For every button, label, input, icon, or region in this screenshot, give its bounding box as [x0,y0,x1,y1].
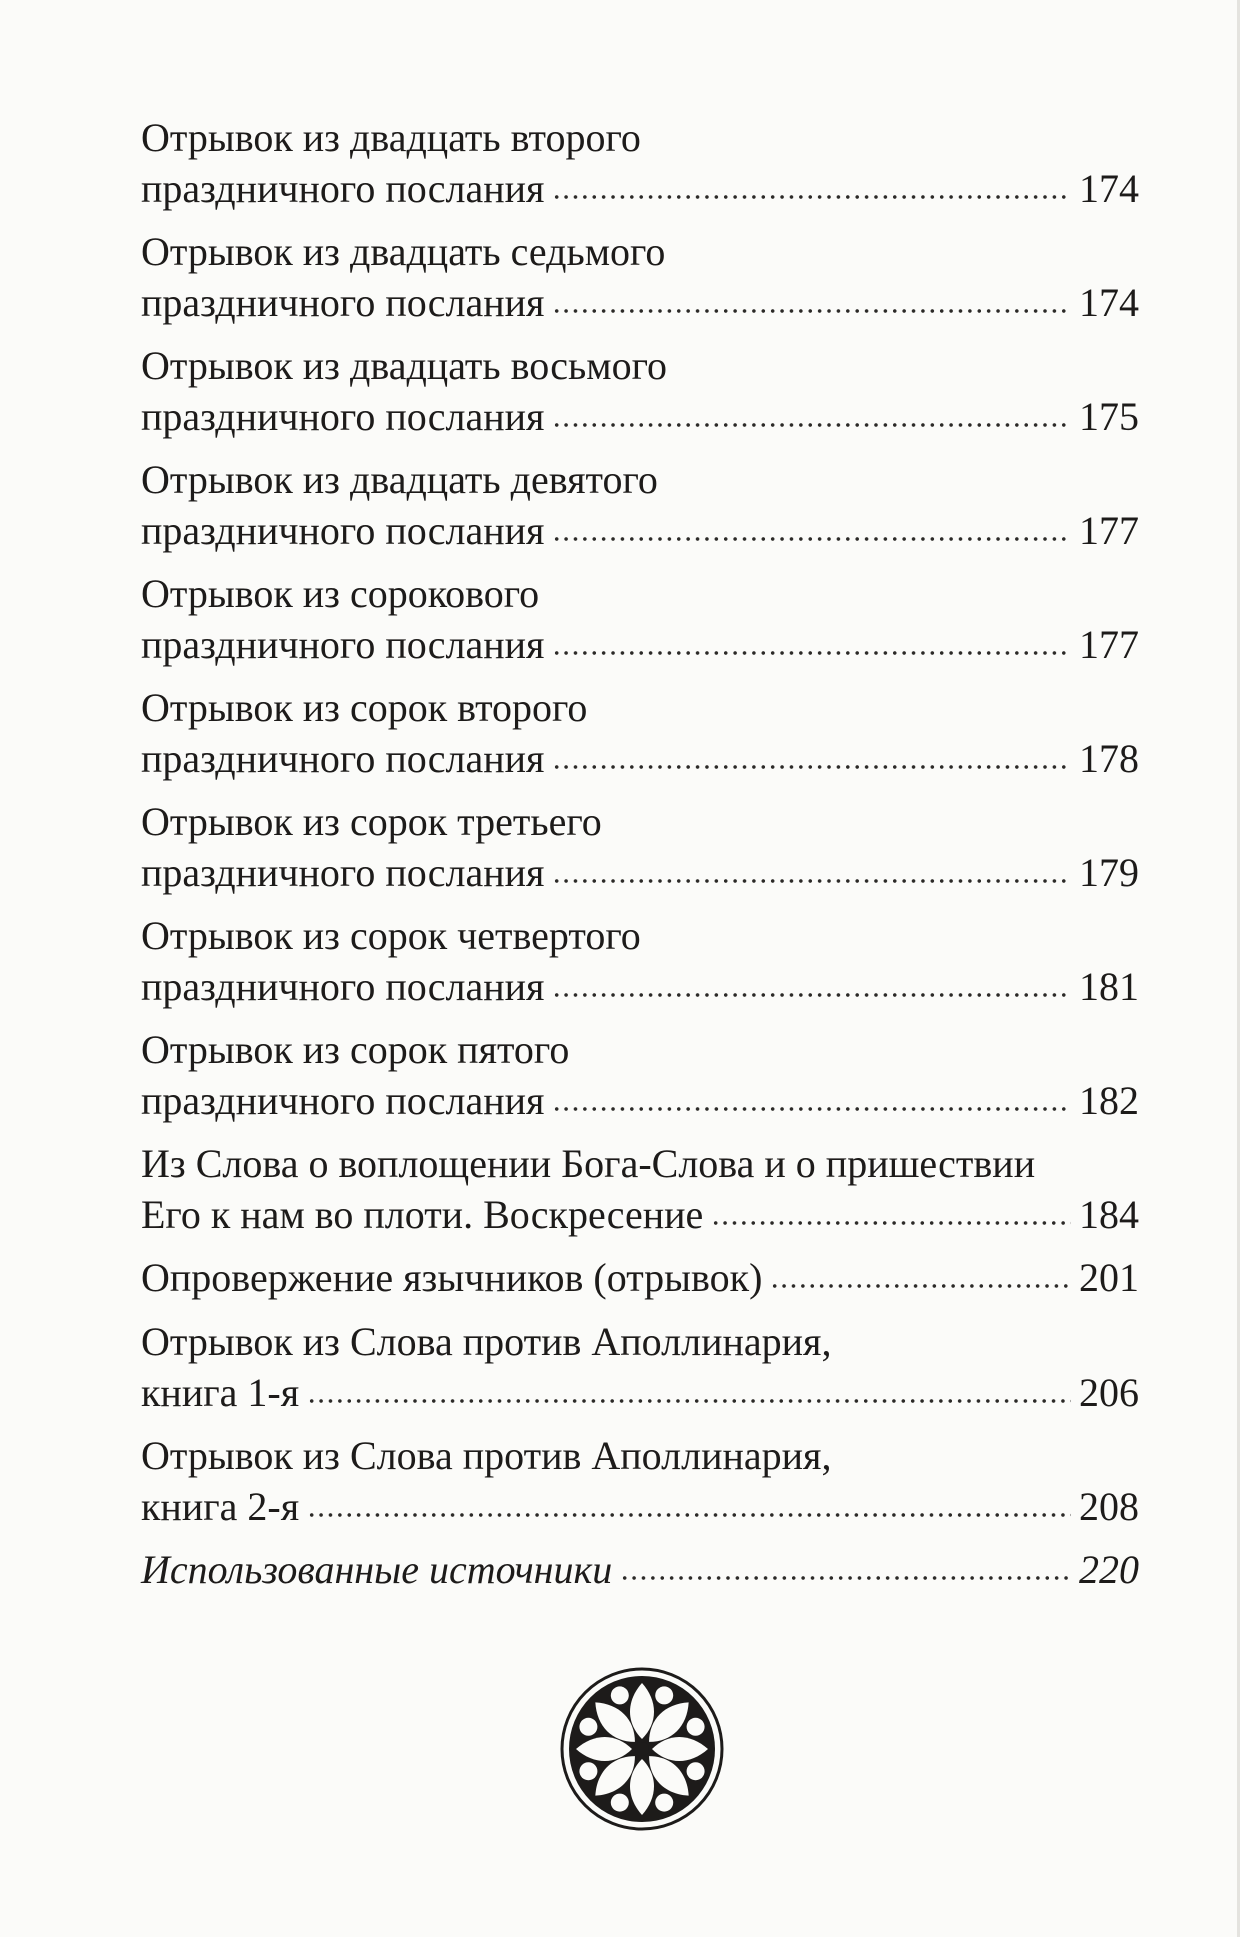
toc-entry [141,796,1139,898]
toc-entry-title-line: праздничного послания [141,1078,545,1123]
rosette-dot [611,1794,629,1812]
toc-entry-title-line: книга 1-я [141,1370,300,1415]
dot-leader [552,762,1071,772]
toc-entry-title-line: Отрывок из двадцать седьмого [141,229,666,274]
page-number: 220 [1079,1547,1139,1592]
page-number: 174 [1079,166,1139,211]
page-number: 182 [1079,1078,1139,1123]
toc-entry-title-line: Использованные источники [141,1547,613,1592]
toc-entry-title-line: праздничного послания [141,736,545,781]
toc-entry-last-line [141,1252,1139,1303]
toc-entry [141,910,1139,1012]
toc-entry [141,1316,1139,1418]
toc-entry-title-line: Отрывок из двадцать девятого [141,457,658,502]
dot-leader [770,1281,1071,1291]
toc-entry-last-line [141,847,1139,898]
dot-leader [307,1510,1071,1520]
toc-entry-title-line: Отрывок из сорок второго [141,685,588,730]
toc-entry-title-line: праздничного послания [141,508,545,553]
dot-leader [552,990,1071,1000]
toc-entry [141,1138,1139,1240]
rosette-dot [579,1718,597,1736]
toc-entry-last-line [141,391,1139,442]
toc-entry-title-line: праздничного послания [141,964,545,1009]
toc-entry-title-line: Из Слова о воплощении Бога-Слова и о пришествии [141,1141,1036,1186]
toc-entry [141,1024,1139,1126]
toc-entry-last-line [141,733,1139,784]
page-number: 174 [1079,280,1139,325]
toc-entry [141,340,1139,442]
page-number: 175 [1079,394,1139,439]
toc-entry-last-line [141,505,1139,556]
dot-leader [552,876,1071,886]
page-number: 208 [1079,1484,1139,1529]
dot-leader [552,648,1071,658]
toc-entry [141,112,1139,214]
dot-leader [711,1218,1071,1228]
toc-entry [141,1544,1139,1595]
page-number: 206 [1079,1370,1139,1415]
rosette-ornament-icon [558,1665,726,1833]
toc-entry [141,682,1139,784]
toc-entry-title-line: Отрывок из двадцать восьмого [141,343,667,388]
dot-leader [307,1396,1071,1406]
rosette-dot [687,1718,705,1736]
dot-leader [620,1573,1071,1583]
toc-entry [141,568,1139,670]
toc-entry-last-line [141,961,1139,1012]
toc-entry-last-line [141,1367,1139,1418]
toc-entry-title-line: праздничного послания [141,622,545,667]
toc-entry-title-line: Отрывок из сорок третьего [141,799,602,844]
toc-entry-title-line: Отрывок из сорок четвертого [141,913,641,958]
rosette-dot [611,1686,629,1704]
toc-entry-title-line: Отрывок из двадцать второго [141,115,641,160]
rosette-dot [687,1762,705,1780]
toc-entry [141,226,1139,328]
dot-leader [552,420,1071,430]
toc-entry-title-line: праздничного послания [141,280,545,325]
toc-entry-last-line [141,1544,1139,1595]
toc-entry-title-line: Отрывок из сорок пятого [141,1027,570,1072]
toc-entry [141,1430,1139,1532]
toc-entry-title-line: Отрывок из сорокового [141,571,540,616]
rosette-dot [655,1794,673,1812]
toc-entry-last-line [141,1075,1139,1126]
toc-entry-title-line: праздничного послания [141,166,545,211]
toc-entry-title-line: праздничного послания [141,850,545,895]
toc-entry-last-line [141,1481,1139,1532]
dot-leader [552,1104,1071,1114]
rosette-dot [655,1686,673,1704]
toc-entry-title-line: Отрывок из Слова против Аполлинария, [141,1319,832,1364]
page-number: 181 [1079,964,1139,1009]
toc-entry-title-line: праздничного послания [141,394,545,439]
toc-entry-title-line: Его к нам во плоти. Воскресение [141,1192,704,1237]
page-number: 178 [1079,736,1139,781]
rosette-dot [579,1762,597,1780]
toc-entry [141,1252,1139,1303]
page-number: 177 [1079,622,1139,667]
toc-entry-last-line [141,277,1139,328]
toc-entry-title-line: Отрывок из Слова против Аполлинария, [141,1433,832,1478]
page-number: 179 [1079,850,1139,895]
toc-entry [141,454,1139,556]
page-number: 184 [1079,1192,1139,1237]
toc-entry-title-line: книга 2-я [141,1484,300,1529]
toc-entry-last-line [141,1189,1139,1240]
table-of-contents [141,112,1139,1608]
toc-entry-title-line: Опровержение язычников (отрывок) [141,1255,763,1300]
page-number: 177 [1079,508,1139,553]
toc-entry-last-line [141,619,1139,670]
toc-entry-last-line [141,163,1139,214]
dot-leader [552,192,1071,202]
dot-leader [552,306,1071,316]
page-number: 201 [1079,1255,1139,1300]
dot-leader [552,534,1071,544]
